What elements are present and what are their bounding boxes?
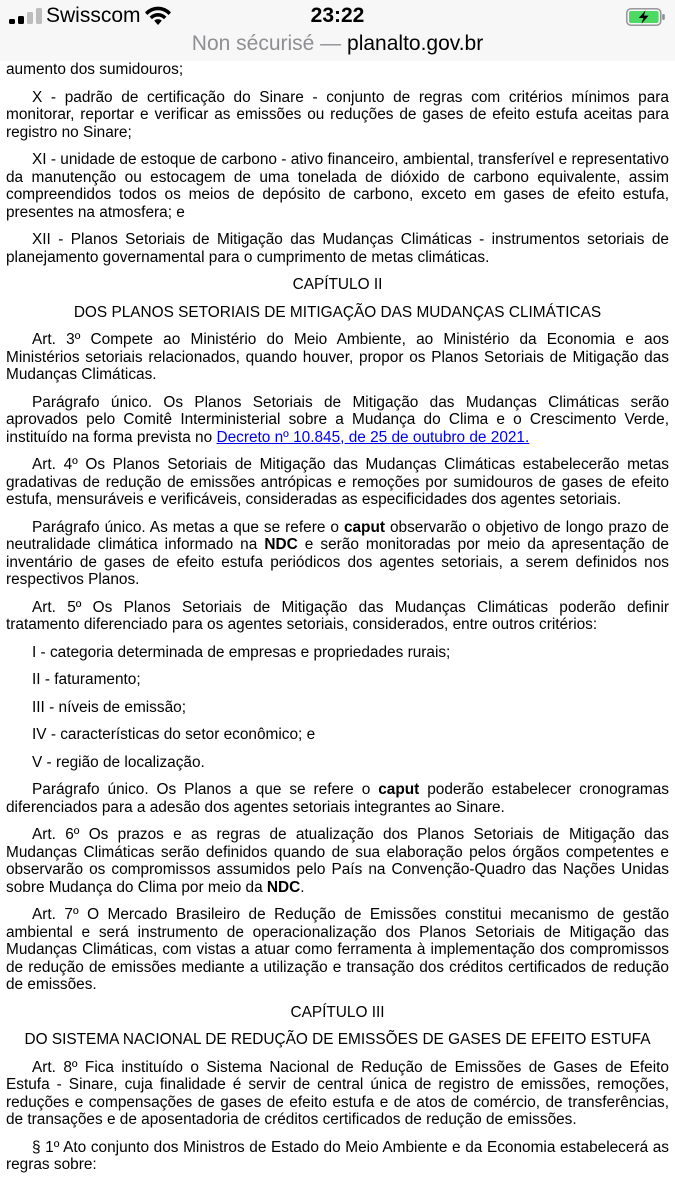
document-body[interactable] (0, 61, 675, 1200)
article-5-item-ii: II - faturamento; (32, 671, 141, 688)
article-5-item-v: V - região de localização. (32, 753, 205, 771)
url-bar[interactable] (0, 33, 675, 61)
article-5: Art. 5º Os Planos Setoriais de Mitigação das Mudanças Climáticas poderão definir tratamento diferenciado para os agentes setoriais, considerados, entre outros critérios: (6, 598, 669, 633)
article-4-paragraph (6, 519, 669, 589)
article-3-paragraph-text: Parágrafo único. Os Planos Setoriais de Mitigação das Mudanças Climáticas serão aprovados pelo Comitê Interministerial sobre a Mudança do Clima e o Crescimento Verde, instituído na forma prevista no (6, 393, 669, 446)
status-bar (0, 0, 675, 33)
security-label: Non sécurisé — (191, 32, 342, 55)
url-host: planalto.gov.br (347, 32, 484, 55)
article-7: Art. 7º O Mercado Brasileiro de Redução de Emissões constitui mecanismo de gestão ambiental e será instrumento de operacionalização dos Planos Setoriais de Mitigação das Mudanças Climáticas, com vistas a atuar como ferramenta à implementação dos compromissos de redução de emissões mediante a utilização e transação dos créditos certificados de redução de emissões. (6, 906, 669, 993)
article-3: Art. 3º Compete ao Ministério do Meio Ambiente, ao Ministério da Economia e aos Ministérios setoriais relacionados, quando houver, propor os Planos Setoriais de Mitigação das Mudanças Climáticas. (6, 331, 669, 383)
article-3-paragraph (6, 394, 669, 447)
bold-term: caput (378, 781, 420, 798)
text-span: Parágrafo único. Os Planos a que se refere o (32, 781, 379, 798)
text-span: observarão o objetivo de longo prazo de neutralidade climática informado na (6, 518, 669, 553)
carrier-name: Swisscom (46, 4, 141, 27)
chapter-heading: CAPÍTULO II (292, 276, 383, 293)
article-8-paragraph-1: § 1º Ato conjunto dos Ministros de Estado do Meio Ambiente e da Economia estabelecerá as regras sobre: (6, 1138, 669, 1173)
bold-term: NDC (264, 536, 298, 553)
bold-term: NDC (266, 878, 301, 896)
article-5-item-iii: III - níveis de emissão; (32, 698, 186, 716)
article-5-item-i: I - categoria determinada de empresas e propriedades rurais; (32, 643, 451, 661)
text-span: Parágrafo único. As metas a que se refere o (32, 518, 344, 536)
text-span: poderão estabelecer cronogramas diferenciados para a adesão dos agentes setoriais integrantes ao Sinare. (6, 781, 669, 816)
article-5-paragraph (6, 781, 669, 816)
battery-charging-icon (626, 8, 666, 26)
decree-link[interactable]: Decreto nº 10.845, de 25 de outubro de 2021. (216, 428, 530, 446)
article-5-item-iv: IV - características do setor econômico; e (32, 726, 316, 743)
paragraph-continuation: aumento dos sumidouros; (6, 61, 184, 78)
chapter-title: DO SISTEMA NACIONAL DE REDUÇÃO DE EMISSÕES DE GASES DE EFEITO ESTUFA (24, 1031, 651, 1048)
text-span: e serão monitoradas por meio da apresentação de inventário de gases de efeito estufa periódicos dos agentes setoriais, a serem definidos nos respectivos Planos. (6, 536, 669, 588)
text-span: . (300, 878, 305, 896)
article-6 (6, 826, 669, 896)
bold-term: caput (343, 518, 385, 536)
clock: 23:22 (310, 4, 365, 27)
paragraph-item-xi: XI - unidade de estoque de carbono - ativo financeiro, ambiental, transferível e representativo da manutenção ou estocagem de uma tonelada de dióxido de carbono equivalente, assim compreendidos todos os meios de depósito de carbono, exceto em gases de efeito estufa, presentes na atmosfera; e (6, 151, 669, 221)
text-span: Art. 6º Os prazos e as regras de atualização dos Planos Setoriais de Mitigação das Mudanças Climáticas serão definidos quando de sua elaboração pelos órgãos competentes e observarão os compromissos assumidos pelo País na Convenção-Quadro das Nações Unidas sobre Mudança do Clima por meio da (6, 826, 669, 896)
chapter-title: DOS PLANOS SETORIAIS DE MITIGAÇÃO DAS MUDANÇAS CLIMÁTICAS (73, 303, 602, 321)
article-8: Art. 8º Fica instituído o Sistema Nacional de Redução de Emissões de Gases de Efeito Estufa - Sinare, cuja finalidade é servir de central única de registro de emissões, remoções, reduções e compensações de gases de efeito estufa e de atos de comércio, de transferências, de transações e de aposentadoria de créditos certificados de redução de emissões. (6, 1058, 669, 1128)
chapter-heading: CAPÍTULO III (290, 1003, 385, 1021)
paragraph-item-x: X - padrão de certificação do Sinare - conjunto de regras com critérios mínimos para monitorar, reportar e verificar as emissões ou reduções de gases de efeito estufa aceitas para registro no Sinare; (6, 88, 669, 141)
paragraph-item-xii: XII - Planos Setoriais de Mitigação das Mudanças Climáticas - instrumentos setoriais de planejamento governamental para o cumprimento de metas climáticas. (6, 231, 669, 266)
article-4: Art. 4º Os Planos Setoriais de Mitigação das Mudanças Climáticas estabelecerão metas gradativas de redução de emissões antrópicas e remoções por sumidouros de gases de efeito estufa, mensuráveis e verificáveis, consideradas as especificidades dos agentes setoriais. (6, 456, 669, 508)
